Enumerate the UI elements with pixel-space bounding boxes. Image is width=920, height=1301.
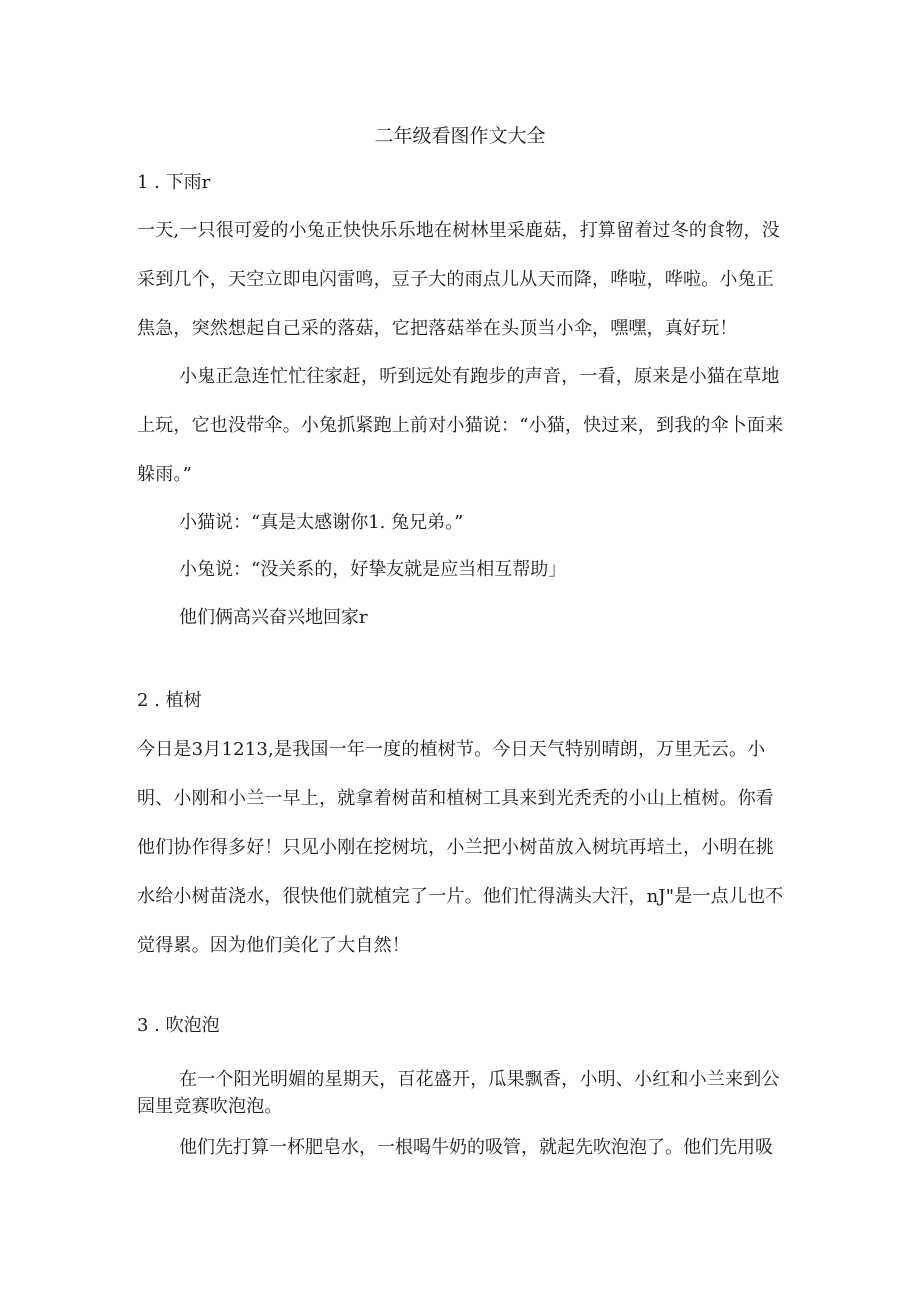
- paragraph-rain-3: 小猫说：“真是太感谢你1. 兔兄弟。”: [179, 512, 464, 533]
- paragraph-rain-1: 一天,一只很可爱的小兔正快快乐乐地在树林里采鹿菇，打算留着过冬的食物，没采到几个，天空立即电闪雷鸣，豆子大的雨点儿从天而降，哗啦，哗啦。小兔正焦急，突然想起自己采的落菇，它把落菇举在头顶当小伞，嘿嘿，真好玩！: [137, 220, 780, 339]
- paragraph-bubbles-2: 他们先打算一杯肥皂水，一根喝牛奶的吸管，就起先吹泡泡了。他们先用吸: [179, 1137, 773, 1158]
- paragraph-rain-4: 小兔说：“没关系的，好挚友就是应当相互帮助」: [179, 559, 567, 580]
- section-heading-rain: 1 . 下雨r: [137, 172, 211, 193]
- document-title: 二年级看图作文大全: [374, 125, 546, 147]
- paragraph-tree-planting-1: 今日是3月1213,是我国一年一度的植树节。今日天气特别晴朗，万里无云。小明、小刚和小兰一早上，就拿着树苗和植树工具来到光秃秃的小山上植树。你看他们协作得多好！只见小刚在挖树坑，小兰把小树苗放入树坑再培土，小明在挑水给小树苗浇水，很快他们就植完了一片。他们忙得满头大汗，nJ"是一点儿也不觉得累。因为他们美化了大自然！: [137, 739, 784, 956]
- paragraph-bubbles-1: 在一个阳光明媚的星期天，百花盛开，瓜果飘香，小明、小红和小兰来到公园里竞赛吹泡泡。: [137, 1069, 780, 1117]
- section-heading-bubbles: 3 . 吹泡泡: [137, 1015, 220, 1036]
- paragraph-rain-5: 他们俩高兴奋兴地回家r: [179, 607, 368, 628]
- paragraph-rain-2: 小鬼正急连忙忙往家赶，听到远处有跑步的声音，一看，原来是小猫在草地上玩，它也没带伞。小兔抓紧跑上前对小猫说：“小猫，快过来，到我的伞卜面来躲雨。”: [137, 366, 784, 485]
- section-heading-tree-planting: 2 . 植树: [137, 690, 202, 711]
